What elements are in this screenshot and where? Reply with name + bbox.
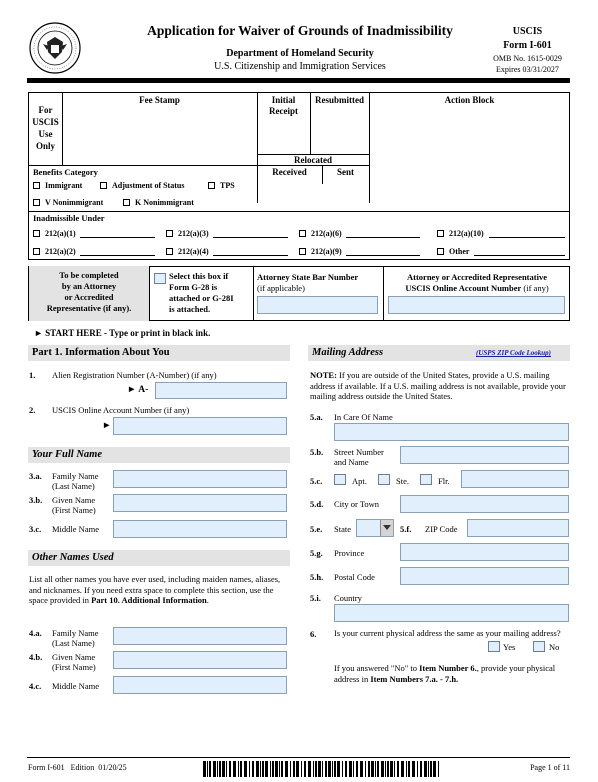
online-account-label: Attorney or Accredited Representative USCIS Online Account Number (if any) — [405, 272, 549, 293]
q3b-label: Given Name (First Name) — [52, 495, 96, 515]
other-names-intro: List all other names you have ever used, including maiden names, aliases, and nicknames. If you need extra space to complete this section, use the space provided in Part 10. Additional Information. — [29, 574, 281, 605]
q4a-number: 4.a. — [29, 628, 42, 638]
q3b-number: 3.b. — [29, 495, 43, 505]
state-select[interactable] — [356, 519, 394, 537]
family-name-field[interactable] — [113, 470, 287, 488]
checkbox-tps[interactable] — [208, 182, 215, 189]
benefits-category-label: Benefits Category — [33, 167, 98, 177]
country-field[interactable] — [334, 604, 569, 622]
q5f-label: ZIP Code — [425, 524, 458, 534]
mailing-note: NOTE: If you are outside of the United States, provide a U.S. mailing address if available. If a U.S. mailing address is not available, provide your mailing address outside the United States. — [310, 370, 566, 401]
checkbox-v-nonimmigrant[interactable] — [33, 199, 40, 206]
q1-number: 1. — [29, 370, 36, 380]
city-field[interactable] — [400, 495, 569, 513]
q3c-number: 3.c. — [29, 524, 42, 534]
header-rule — [27, 78, 570, 83]
q6-number: 6. — [310, 629, 317, 639]
q5e-number: 5.e. — [310, 524, 323, 534]
label-other: Other — [449, 247, 470, 256]
footer-rule — [27, 757, 570, 758]
q5i-number: 5.i. — [310, 593, 321, 603]
q5g-label: Province — [334, 548, 365, 558]
checkbox-k-nonimmigrant[interactable] — [123, 199, 130, 206]
checkbox-212a3[interactable] — [166, 230, 173, 237]
q4c-label: Middle Name — [52, 681, 99, 691]
checkbox-212a10[interactable] — [437, 230, 444, 237]
inadmissible-under-label: Inadmissible Under — [33, 213, 105, 223]
label-v-nonimmigrant: V Nonimmigrant — [45, 198, 104, 207]
fee-stamp-label: Fee Stamp — [139, 95, 180, 105]
sent-label: Sent — [336, 167, 354, 177]
ste-label: Ste. — [396, 476, 409, 486]
received-label: Received — [272, 167, 307, 177]
checkbox-212a1[interactable] — [33, 230, 40, 237]
state-dropdown-button[interactable] — [380, 520, 393, 536]
label-212a6: 212(a)(6) — [311, 229, 342, 238]
label-immigrant: Immigrant — [45, 181, 83, 190]
zip-field[interactable] — [467, 519, 569, 537]
label-212a1: 212(a)(1) — [45, 229, 76, 238]
q4c-number: 4.c. — [29, 681, 42, 691]
q5d-label: City or Town — [334, 499, 380, 509]
unit-number-field[interactable] — [461, 470, 569, 488]
checkbox-212a4[interactable] — [166, 248, 173, 255]
part1-heading: Part 1. Information About You — [28, 345, 290, 361]
resubmitted-label: Resubmitted — [315, 95, 364, 105]
postal-code-field[interactable] — [400, 567, 569, 585]
form-title: Application for Waiver of Grounds of Inadmissibility — [147, 23, 453, 38]
q5g-number: 5.g. — [310, 548, 323, 558]
other-family-name-field[interactable] — [113, 627, 287, 645]
q5h-label: Postal Code — [334, 572, 375, 582]
g28-attached-checkbox[interactable] — [154, 273, 166, 284]
action-block-label: Action Block — [444, 95, 495, 105]
checkbox-immigrant[interactable] — [33, 182, 40, 189]
dhs-seal — [29, 22, 81, 74]
q5b-label: Street Number and Name — [334, 447, 384, 467]
footer-edition: Form I-601 Edition 01/20/25 — [28, 763, 127, 772]
label-adjustment: Adjustment of Status — [112, 181, 185, 190]
q5f-number: 5.f. — [400, 524, 412, 534]
q5i-label: Country — [334, 593, 362, 603]
q3c-label: Middle Name — [52, 524, 99, 534]
q6-yes-label: Yes — [503, 642, 516, 652]
q6-yes-checkbox[interactable] — [488, 641, 500, 652]
bar-number-label: Attorney State Bar Number — [257, 272, 359, 282]
q6-no-label: No — [549, 642, 560, 652]
label-212a9: 212(a)(9) — [311, 247, 342, 256]
q5c-number: 5.c. — [310, 476, 323, 486]
q5a-number: 5.a. — [310, 412, 323, 422]
chevron-down-icon — [383, 525, 391, 530]
flr-checkbox[interactable] — [420, 474, 432, 485]
q5h-number: 5.h. — [310, 572, 324, 582]
expiration-date: Expires 03/31/2027 — [496, 65, 559, 74]
middle-name-field[interactable] — [113, 520, 287, 538]
to-be-completed-text: To be completed by an Attorney or Accredited Representative (if any). — [46, 270, 132, 313]
apt-label: Apt. — [352, 476, 367, 486]
g28-attached-text: Select this box if Form G-28 is attached or G-28I is attached. — [169, 271, 234, 314]
checkbox-other[interactable] — [437, 248, 444, 255]
checkbox-212a6[interactable] — [299, 230, 306, 237]
mailing-address-heading: Mailing Address — [308, 345, 570, 361]
ste-checkbox[interactable] — [378, 474, 390, 485]
a-number-field[interactable] — [155, 382, 287, 399]
q4b-label: Given Name (First Name) — [52, 652, 96, 672]
checkbox-adjustment[interactable] — [100, 182, 107, 189]
label-212a3: 212(a)(3) — [178, 229, 209, 238]
online-account-arrow: ► — [102, 421, 112, 431]
label-212a4: 212(a)(4) — [178, 247, 209, 256]
q4b-number: 4.b. — [29, 652, 43, 662]
q5e-label: State — [334, 524, 351, 534]
other-given-name-field[interactable] — [113, 651, 287, 669]
start-here: ► START HERE - Type or print in black ink. — [34, 328, 211, 338]
online-account-field[interactable] — [113, 417, 287, 435]
form-number: Form I-601 — [503, 40, 552, 51]
street-field[interactable] — [400, 446, 569, 464]
q2-number: 2. — [29, 405, 36, 415]
label-tps: TPS — [220, 181, 235, 190]
given-name-field[interactable] — [113, 494, 287, 512]
attorney-online-account-field[interactable] — [388, 296, 565, 314]
q6-no-checkbox[interactable] — [533, 641, 545, 652]
usps-zip-lookup-link[interactable]: (USPS ZIP Code Lookup) — [476, 349, 551, 357]
footer-page: Page 1 of 11 — [530, 763, 570, 772]
bar-number-field[interactable] — [257, 296, 378, 314]
q3a-label: Family Name (Last Name) — [52, 471, 99, 491]
relocated-label: Relocated — [294, 155, 332, 165]
q2-label: USCIS Online Account Number (if any) — [52, 405, 190, 415]
full-name-heading: Your Full Name — [28, 447, 290, 463]
province-field[interactable] — [400, 543, 569, 561]
q5a-label: In Care Of Name — [334, 412, 393, 422]
q5d-number: 5.d. — [310, 499, 324, 509]
for-uscis-use-only: For USCIS Use Only — [32, 105, 59, 151]
barcode — [203, 761, 443, 777]
other-middle-name-field[interactable] — [113, 676, 287, 694]
q6-followup: If you answered "No" to Item Number 6., provide your physical address in Item Numbers 7.a. - 7.h. — [334, 663, 556, 684]
apt-checkbox[interactable] — [334, 474, 346, 485]
q3a-number: 3.a. — [29, 471, 42, 481]
agency: U.S. Citizenship and Immigration Services — [214, 61, 386, 72]
in-care-of-field[interactable] — [334, 423, 569, 441]
a-number-prefix: ► A- — [127, 385, 149, 395]
flr-label: Flr. — [438, 476, 450, 486]
label-212a2: 212(a)(2) — [45, 247, 76, 256]
label-212a10: 212(a)(10) — [449, 229, 484, 238]
initial-receipt-label: Initial Receipt — [269, 95, 298, 116]
bar-number-if-applicable: (if applicable) — [257, 283, 305, 293]
label-k-nonimmigrant: K Nonimmigrant — [135, 198, 194, 207]
omb-number: OMB No. 1615-0029 — [493, 54, 562, 63]
checkbox-212a2[interactable] — [33, 248, 40, 255]
q6-label: Is your current physical address the same as your mailing address? — [334, 628, 561, 638]
q4a-label: Family Name (Last Name) — [52, 628, 99, 648]
checkbox-212a9[interactable] — [299, 248, 306, 255]
other-names-heading: Other Names Used — [28, 550, 290, 566]
agency-short: USCIS — [512, 26, 543, 37]
department: Department of Homeland Security — [226, 48, 374, 59]
q1-label: Alien Registration Number (A-Number) (if any) — [52, 370, 217, 380]
q5b-number: 5.b. — [310, 447, 324, 457]
